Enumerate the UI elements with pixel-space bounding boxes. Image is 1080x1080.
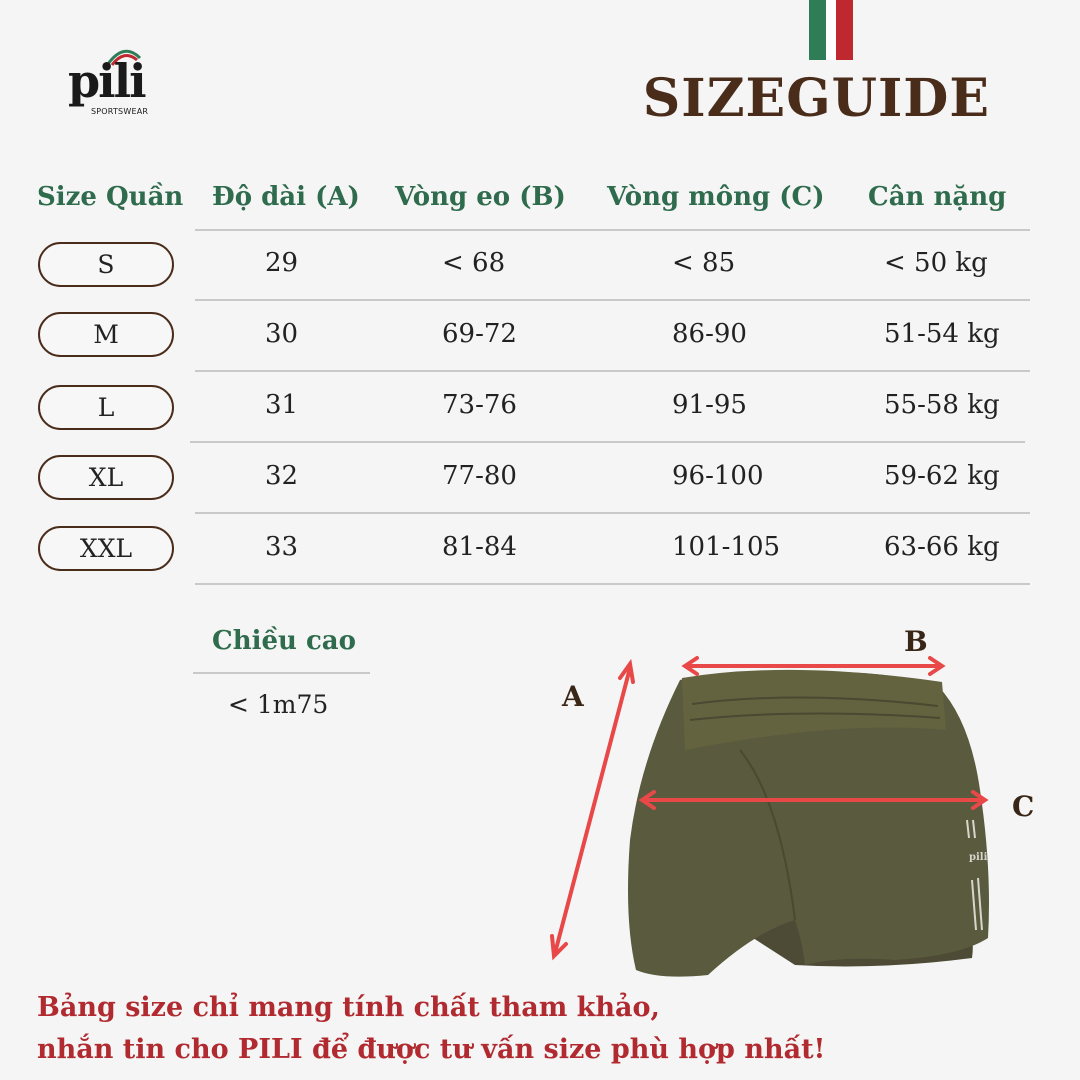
weight-cell: 51-54 kg xyxy=(884,319,1000,349)
height-heading: Chiều cao xyxy=(212,626,356,656)
label-c: C xyxy=(1012,790,1035,823)
header-waist: Vòng eo (B) xyxy=(395,182,566,212)
table-rule xyxy=(190,441,1025,443)
waist-cell: 81-84 xyxy=(442,532,517,562)
table-rule xyxy=(195,512,1030,514)
table-rule xyxy=(195,299,1030,301)
note-line-1: Bảng size chỉ mang tính chất tham khảo, xyxy=(37,992,660,1023)
hip-cell: 86-90 xyxy=(672,319,747,349)
brand-logo xyxy=(68,46,168,126)
size-pill-s: S xyxy=(38,242,174,287)
length-cell: 29 xyxy=(265,248,299,278)
weight-cell: 63-66 kg xyxy=(884,532,1000,562)
weight-cell: 55-58 kg xyxy=(884,390,1000,420)
height-rule xyxy=(193,672,370,674)
waist-cell: 73-76 xyxy=(442,390,517,420)
hip-cell: < 85 xyxy=(672,248,736,278)
length-cell: 32 xyxy=(265,461,299,491)
shorts-diagram xyxy=(540,620,1000,990)
weight-cell: < 50 kg xyxy=(884,248,988,278)
label-a: A xyxy=(562,680,584,713)
shorts-logo: pili xyxy=(969,852,988,863)
hip-cell: 96-100 xyxy=(672,461,764,491)
flag-white-stripe xyxy=(826,0,836,60)
hip-cell: 101-105 xyxy=(672,532,781,562)
flag-red-stripe xyxy=(836,0,853,60)
waist-cell: 77-80 xyxy=(442,461,517,491)
logo-tagline: SPORTSWEAR xyxy=(91,107,149,116)
size-pill-xxl: XXL xyxy=(38,526,174,571)
table-rule xyxy=(195,370,1030,372)
waist-cell: 69-72 xyxy=(442,319,517,349)
table-rule xyxy=(195,583,1030,585)
length-cell: 33 xyxy=(265,532,299,562)
waist-cell: < 68 xyxy=(442,248,506,278)
label-b: B xyxy=(904,625,928,658)
size-pill-m: M xyxy=(38,312,174,357)
header-hip: Vòng mông (C) xyxy=(607,182,825,212)
italian-flag-stripes xyxy=(809,0,853,60)
size-pill-xl: XL xyxy=(38,455,174,500)
length-cell: 31 xyxy=(265,390,299,420)
length-cell: 30 xyxy=(265,319,299,349)
size-pill-l: L xyxy=(38,385,174,430)
page-title: SIZEGUIDE xyxy=(642,68,990,129)
header-length: Độ dài (A) xyxy=(212,182,360,212)
hip-cell: 91-95 xyxy=(672,390,747,420)
logo-wordmark: pili xyxy=(68,54,145,108)
flag-green-stripe xyxy=(809,0,826,60)
weight-cell: 59-62 kg xyxy=(884,461,1000,491)
table-rule xyxy=(195,229,1030,231)
header-weight: Cân nặng xyxy=(868,182,1007,212)
height-value: < 1m75 xyxy=(228,690,329,719)
header-size: Size Quần xyxy=(37,182,184,212)
note-line-2: nhắn tin cho PILI để được tư vấn size phù hợp nhất! xyxy=(37,1034,826,1065)
